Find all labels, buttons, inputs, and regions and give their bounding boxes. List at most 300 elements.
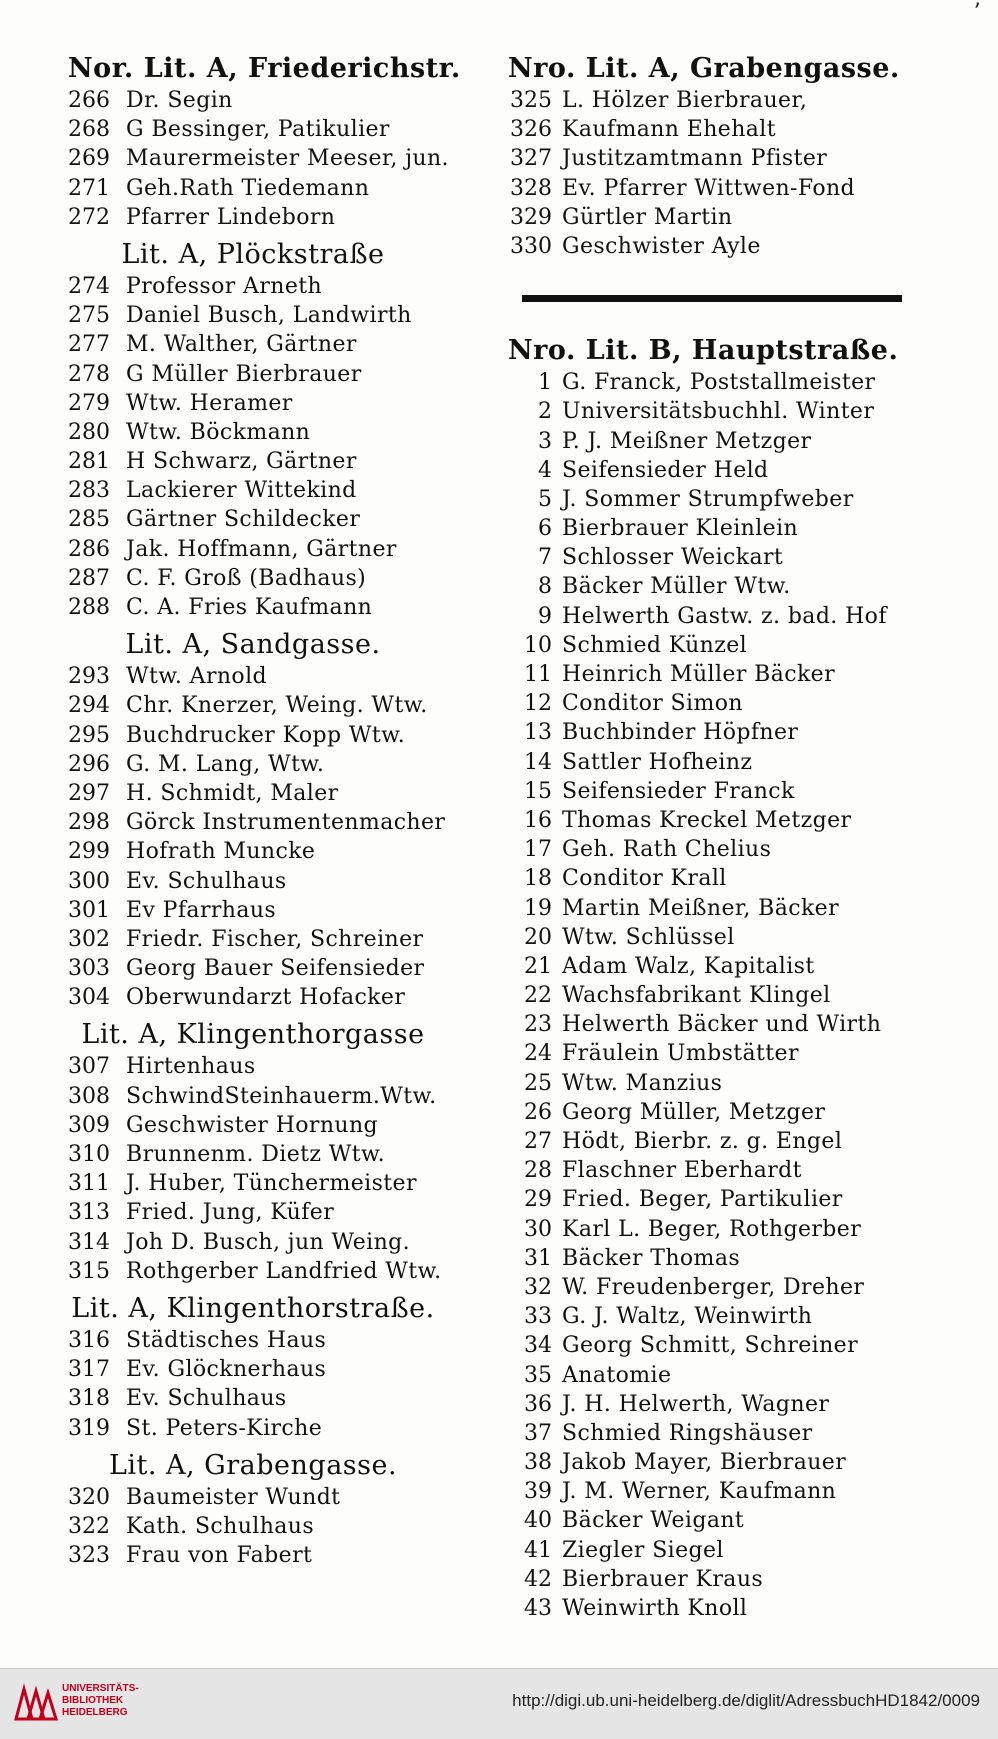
- left-column: [68, 48, 478, 1572]
- house-number: 320: [68, 1484, 110, 1510]
- directory-entry: [68, 1357, 478, 1386]
- house-number: 19: [524, 895, 552, 921]
- house-number: 296: [68, 751, 110, 777]
- house-number: 279: [68, 390, 110, 416]
- house-number: 283: [68, 478, 110, 504]
- directory-entry: [68, 391, 478, 420]
- permalink-url[interactable]: http://digi.ub.uni-heidelberg.de/diglit/AdressbuchHD1842/0009: [512, 1691, 980, 1710]
- directory-entry: [68, 839, 478, 868]
- directory-entry: [508, 205, 903, 234]
- house-number: 287: [68, 565, 110, 591]
- directory-entry: [68, 898, 478, 927]
- directory-entry: [508, 1304, 903, 1333]
- directory-entry: [508, 1363, 903, 1392]
- resident-name: Georg Müller, Metzger: [562, 1099, 826, 1125]
- street-heading: Nro. Lit. A, Grabengasse.: [508, 53, 900, 84]
- directory-entry: [508, 1538, 903, 1567]
- house-number: 31: [524, 1245, 552, 1271]
- resident-name: G Müller Bierbrauer: [126, 361, 362, 387]
- resident-name: Universitätsbuchhl. Winter: [562, 399, 875, 425]
- house-number: 314: [68, 1229, 110, 1255]
- resident-name: Conditor Simon: [562, 691, 743, 717]
- resident-name: Geh.Rath Tiedemann: [126, 175, 370, 201]
- directory-entry: [68, 956, 478, 985]
- resident-name: Hirtenhaus: [126, 1054, 256, 1080]
- street-subheading: Lit. A, Plöckstraße: [121, 238, 385, 270]
- resident-name: H Schwarz, Gärtner: [126, 449, 357, 475]
- resident-name: C. A. Fries Kaufmann: [126, 595, 373, 620]
- resident-name: Professor Arneth: [126, 273, 323, 299]
- directory-entry: [508, 837, 903, 866]
- resident-name: J. H. Helwerth, Wagner: [562, 1391, 830, 1417]
- section-divider-rule: [522, 295, 902, 302]
- directory-entry: [68, 332, 478, 361]
- directory-entry: [508, 1187, 903, 1216]
- resident-name: Fried. Beger, Partikulier: [562, 1187, 843, 1213]
- directory-entry: [508, 545, 903, 574]
- house-number: 30: [524, 1216, 552, 1242]
- directory-entry: [508, 370, 903, 399]
- resident-name: Gärtner Schildecker: [126, 507, 361, 533]
- resident-name: Frau von Fabert: [126, 1543, 313, 1569]
- resident-name: Jakob Mayer, Bierbrauer: [562, 1450, 847, 1476]
- resident-name: Jak. Hoffmann, Gärtner: [126, 536, 397, 562]
- directory-entry: [68, 869, 478, 898]
- house-number: 25: [524, 1070, 552, 1096]
- resident-name: Flaschner Eberhardt: [562, 1158, 802, 1184]
- street-subheading: Lit. A, Klingenthorgasse: [81, 1019, 425, 1051]
- resident-name: Görck Instrumentenmacher: [126, 810, 446, 836]
- directory-entry: [508, 516, 903, 545]
- resident-name: Oberwundarzt Hofacker: [126, 985, 406, 1011]
- house-number: 269: [68, 146, 110, 172]
- house-number: 299: [68, 839, 110, 865]
- resident-name: Martin Meißner, Bäcker: [562, 895, 840, 921]
- house-number: 301: [68, 897, 110, 923]
- resident-name: Daniel Busch, Landwirth: [126, 303, 412, 329]
- resident-name: Wtw. Manzius: [562, 1070, 723, 1096]
- resident-name: Kaufmann Ehehalt: [562, 117, 776, 143]
- house-number: 286: [68, 536, 110, 562]
- resident-name: Conditor Krall: [562, 866, 727, 892]
- resident-name: Wtw. Heramer: [126, 390, 293, 416]
- street-subheading: Lit. A, Klingenthorstraße.: [71, 1292, 435, 1324]
- resident-name: Helwerth Gastw. z. bad. Hof: [562, 603, 887, 629]
- house-number: 37: [524, 1420, 552, 1446]
- directory-entry: [68, 810, 478, 839]
- house-number: 32: [524, 1274, 552, 1300]
- house-number: 330: [510, 233, 552, 259]
- house-number: 327: [510, 146, 552, 172]
- resident-name: Bäcker Weigant: [562, 1508, 745, 1534]
- resident-name: Geschwister Hornung: [126, 1112, 379, 1138]
- directory-entry: [68, 507, 478, 536]
- directory-entry: [68, 478, 478, 507]
- resident-name: Ev. Pfarrer Wittwen-Fond: [562, 175, 856, 201]
- directory-entry: [68, 1054, 478, 1083]
- house-number: 280: [68, 419, 110, 445]
- house-number: 298: [68, 810, 110, 836]
- directory-entry: [508, 1246, 903, 1275]
- resident-name: Seifensieder Held: [562, 457, 769, 483]
- house-number: 297: [68, 780, 110, 806]
- directory-entry: [508, 574, 903, 603]
- resident-name: J. M. Werner, Kaufmann: [562, 1479, 837, 1505]
- directory-entry: [68, 1113, 478, 1142]
- resident-name: Sattler Hofheinz: [562, 749, 753, 775]
- directory-entry: [508, 146, 903, 175]
- directory-entry: [68, 205, 478, 234]
- resident-name: Pfarrer Lindeborn: [126, 204, 336, 230]
- resident-name: Brunnenm. Dietz Wtw.: [126, 1142, 386, 1167]
- house-number: 42: [524, 1566, 552, 1592]
- directory-entry: [68, 1084, 478, 1113]
- house-number: 304: [68, 985, 110, 1011]
- house-number: 21: [524, 953, 552, 979]
- resident-name: St. Peters-Kirche: [126, 1415, 323, 1441]
- resident-name: Hödt, Bierbr. z. g. Engel: [562, 1129, 843, 1154]
- house-number: 26: [524, 1099, 552, 1125]
- resident-name: Justitzamtmann Pfister: [562, 146, 828, 172]
- directory-entry: [508, 1450, 903, 1479]
- university-library-logo-icon[interactable]: [10, 1681, 58, 1727]
- resident-name: Baumeister Wundt: [126, 1484, 341, 1510]
- resident-name: Ev Pfarrhaus: [126, 897, 277, 923]
- house-number: 8: [538, 574, 552, 600]
- house-number: 303: [68, 956, 110, 982]
- house-number: 20: [524, 924, 552, 950]
- directory-entry: [68, 1416, 478, 1445]
- directory-entry: [68, 1200, 478, 1229]
- directory-entry: [508, 1217, 903, 1246]
- house-number: 274: [68, 273, 110, 299]
- resident-name: L. Hölzer Bierbrauer,: [562, 88, 808, 113]
- directory-entry: [508, 604, 903, 633]
- house-number: 39: [524, 1479, 552, 1505]
- resident-name: Hofrath Muncke: [126, 839, 316, 865]
- directory-entry: [68, 927, 478, 956]
- house-number: 11: [524, 662, 552, 687]
- resident-name: Geh. Rath Chelius: [562, 837, 772, 863]
- resident-name: Joh D. Busch, jun Weing.: [126, 1229, 411, 1255]
- resident-name: Thomas Kreckel Metzger: [562, 807, 852, 833]
- house-number: 24: [524, 1041, 552, 1067]
- directory-entry: [68, 985, 478, 1014]
- resident-name: Fried. Jung, Küfer: [126, 1200, 335, 1226]
- directory-entry: [508, 1041, 903, 1070]
- resident-name: Wtw. Schlüssel: [562, 924, 735, 950]
- resident-name: Rothgerber Landfried Wtw.: [126, 1258, 442, 1284]
- directory-entry: [508, 487, 903, 516]
- street-subheading: Lit. A, Sandgasse.: [125, 629, 381, 661]
- resident-name: Wtw. Arnold: [126, 664, 267, 690]
- house-number: 278: [68, 361, 110, 387]
- house-number: 12: [524, 691, 552, 717]
- library-logo-text: [62, 1683, 139, 1719]
- house-number: 325: [510, 88, 552, 113]
- resident-name: Schlosser Weickart: [562, 545, 784, 571]
- house-number: 9: [538, 603, 552, 629]
- house-number: 302: [68, 926, 110, 952]
- directory-entry: [508, 720, 903, 749]
- house-number: 13: [524, 720, 552, 746]
- resident-name: Seifensieder Franck: [562, 778, 795, 804]
- house-number: 307: [68, 1054, 110, 1080]
- resident-name: Städtisches Haus: [126, 1327, 327, 1353]
- house-number: 6: [538, 516, 552, 542]
- resident-name: Adam Walz, Kapitalist: [562, 953, 815, 979]
- house-number: 14: [524, 749, 552, 775]
- house-number: 315: [68, 1258, 110, 1284]
- house-number: 272: [68, 204, 110, 230]
- directory-entry: [68, 693, 478, 722]
- directory-entry: [68, 566, 478, 595]
- directory-entry: [68, 1142, 478, 1171]
- house-number: 22: [524, 983, 552, 1009]
- house-number: 33: [524, 1304, 552, 1330]
- directory-entry: [68, 723, 478, 752]
- resident-name: Chr. Knerzer, Weing. Wtw.: [126, 693, 428, 719]
- house-number: 36: [524, 1391, 552, 1417]
- house-number: 34: [524, 1333, 552, 1359]
- directory-entry: [508, 1012, 903, 1041]
- resident-name: Ev. Glöcknerhaus: [126, 1357, 327, 1383]
- resident-name: Schmied Ringshäuser: [562, 1420, 813, 1446]
- resident-name: P. J. Meißner Metzger: [562, 428, 812, 454]
- viewer-footer-bar: [0, 1668, 998, 1739]
- resident-name: Wtw. Böckmann: [126, 419, 311, 445]
- resident-name: Geschwister Ayle: [562, 233, 761, 259]
- house-number: 275: [68, 303, 110, 329]
- directory-entry: [508, 1596, 903, 1625]
- house-number: 23: [524, 1012, 552, 1038]
- directory-entry: [68, 1386, 478, 1415]
- street-heading: Nro. Lit. B, Hauptstraße.: [508, 335, 899, 367]
- house-number: 295: [68, 722, 110, 748]
- house-number: 3: [538, 428, 552, 454]
- right-column: [508, 48, 903, 1625]
- directory-entry: [508, 750, 903, 779]
- resident-name: Karl L. Beger, Rothgerber: [562, 1216, 862, 1242]
- house-number: 323: [68, 1543, 110, 1569]
- corner-mark: ʼ: [973, 0, 980, 25]
- directory-entry: [68, 781, 478, 810]
- directory-entry: [508, 1100, 903, 1129]
- resident-name: Ev. Schulhaus: [126, 1386, 287, 1412]
- directory-entry: [68, 88, 478, 117]
- house-number: 268: [68, 117, 110, 143]
- directory-entry: [68, 303, 478, 332]
- directory-entry: [508, 633, 903, 662]
- house-number: 317: [68, 1357, 110, 1383]
- right-column-top-section: [508, 50, 903, 263]
- directory-entry: [508, 1333, 903, 1362]
- house-number: 329: [510, 204, 552, 230]
- house-number: 285: [68, 507, 110, 533]
- directory-entry: [508, 808, 903, 837]
- resident-name: Gürtler Martin: [562, 204, 733, 230]
- resident-name: SchwindSteinhauerm.Wtw.: [126, 1083, 437, 1109]
- directory-entry: [508, 88, 903, 117]
- directory-entry: [68, 1259, 478, 1288]
- resident-name: Bierbrauer Kleinlein: [562, 516, 799, 542]
- house-number: 27: [524, 1129, 552, 1154]
- directory-entry: [508, 954, 903, 983]
- house-number: 35: [524, 1362, 552, 1388]
- resident-name: Helwerth Bäcker und Wirth: [562, 1012, 882, 1038]
- directory-entry: [68, 595, 478, 624]
- house-number: 5: [538, 486, 552, 512]
- resident-name: Wachsfabrikant Klingel: [562, 983, 831, 1009]
- directory-entry: [68, 1230, 478, 1259]
- house-number: 313: [68, 1200, 110, 1226]
- directory-entry: [68, 664, 478, 693]
- house-number: 15: [524, 778, 552, 804]
- resident-name: Weinwirth Knoll: [562, 1596, 748, 1621]
- resident-name: Schmied Künzel: [562, 632, 748, 658]
- house-number: 293: [68, 664, 110, 690]
- directory-entry: [508, 662, 903, 691]
- directory-entry: [68, 449, 478, 478]
- directory-entry: [508, 896, 903, 925]
- directory-entry: [508, 176, 903, 205]
- house-number: 18: [524, 866, 552, 892]
- street-heading: Nor. Lit. A, Friederichstr.: [68, 53, 461, 84]
- house-number: 28: [524, 1158, 552, 1184]
- resident-name: Dr. Segin: [126, 88, 233, 113]
- directory-entry: [508, 1567, 903, 1596]
- resident-name: W. Freudenberger, Dreher: [562, 1274, 865, 1300]
- directory-entry: [508, 1071, 903, 1100]
- resident-name: Heinrich Müller Bäcker: [562, 662, 836, 687]
- resident-name: G. Franck, Poststallmeister: [562, 370, 876, 396]
- right-column-bottom-section: [508, 332, 903, 1625]
- house-number: 41: [524, 1537, 552, 1563]
- directory-entry: [508, 779, 903, 808]
- directory-entry: [508, 983, 903, 1012]
- directory-entry: [68, 537, 478, 566]
- house-number: 294: [68, 693, 110, 719]
- directory-entry: [508, 1275, 903, 1304]
- house-number: 266: [68, 88, 110, 113]
- resident-name: J. Huber, Tünchermeister: [126, 1171, 417, 1197]
- street-subheading: Lit. A, Grabengasse.: [108, 1449, 398, 1481]
- directory-entry: [68, 274, 478, 303]
- resident-name: M. Walther, Gärtner: [126, 332, 357, 358]
- resident-name: Anatomie: [562, 1362, 672, 1388]
- logo-text-line: UNIVERSITÄTS-: [62, 1683, 139, 1694]
- directory-entry: [68, 117, 478, 146]
- house-number: 300: [68, 868, 110, 894]
- house-number: 316: [68, 1327, 110, 1353]
- directory-entry: [508, 399, 903, 428]
- resident-name: Georg Schmitt, Schreiner: [562, 1333, 858, 1359]
- directory-entry: [68, 420, 478, 449]
- resident-name: Bierbrauer Kraus: [562, 1566, 764, 1592]
- resident-name: Ev. Schulhaus: [126, 868, 287, 894]
- directory-entry: [68, 1514, 478, 1543]
- directory-entry: [508, 234, 903, 263]
- directory-entry: [508, 866, 903, 895]
- resident-name: Maurermeister Meeser, jun.: [126, 146, 449, 172]
- resident-name: Friedr. Fischer, Schreiner: [126, 926, 424, 952]
- house-number: 40: [524, 1508, 552, 1534]
- logo-text-line: BIBLIOTHEK: [62, 1695, 124, 1706]
- house-number: 38: [524, 1450, 552, 1476]
- resident-name: H. Schmidt, Maler: [126, 780, 339, 806]
- directory-entry: [68, 1171, 478, 1200]
- house-number: 271: [68, 175, 110, 201]
- directory-entry: [508, 1129, 903, 1158]
- resident-name: Fräulein Umbstätter: [562, 1041, 799, 1067]
- logo-text-line: HEIDELBERG: [62, 1707, 128, 1718]
- directory-entry: [68, 1485, 478, 1514]
- directory-entry: [508, 1421, 903, 1450]
- resident-name: Georg Bauer Seifensieder: [126, 956, 425, 982]
- house-number: 7: [538, 545, 552, 571]
- resident-name: C. F. Groß (Badhaus): [126, 565, 367, 591]
- resident-name: G. J. Waltz, Weinwirth: [562, 1304, 813, 1330]
- house-number: 277: [68, 332, 110, 358]
- directory-entry: [508, 1508, 903, 1537]
- directory-entry: [508, 458, 903, 487]
- directory-entry: [508, 1479, 903, 1508]
- resident-name: Lackierer Wittekind: [126, 478, 357, 504]
- house-number: 326: [510, 117, 552, 143]
- house-number: 328: [510, 175, 552, 201]
- house-number: 309: [68, 1112, 110, 1138]
- house-number: 10: [524, 632, 552, 658]
- house-number: 319: [68, 1415, 110, 1441]
- directory-entry: [68, 752, 478, 781]
- directory-entry: [68, 1328, 478, 1357]
- house-number: 16: [524, 807, 552, 833]
- house-number: 29: [524, 1187, 552, 1213]
- resident-name: Bäcker Thomas: [562, 1245, 741, 1271]
- house-number: 288: [68, 595, 110, 620]
- directory-entry: [508, 1392, 903, 1421]
- resident-name: Ziegler Siegel: [562, 1537, 724, 1563]
- directory-entry: [508, 691, 903, 720]
- house-number: 2: [538, 399, 552, 425]
- directory-entry: [68, 362, 478, 391]
- directory-entry: [508, 117, 903, 146]
- directory-entry: [68, 176, 478, 205]
- house-number: 308: [68, 1083, 110, 1109]
- house-number: 17: [524, 837, 552, 863]
- house-number: 4: [538, 457, 552, 483]
- directory-entry: [68, 146, 478, 175]
- resident-name: Buchdrucker Kopp Wtw.: [126, 722, 406, 748]
- house-number: 311: [68, 1171, 110, 1197]
- resident-name: Bäcker Müller Wtw.: [562, 574, 791, 600]
- resident-name: G Bessinger, Patikulier: [126, 117, 390, 143]
- resident-name: Buchbinder Höpfner: [562, 720, 799, 746]
- resident-name: Kath. Schulhaus: [126, 1513, 315, 1539]
- resident-name: G. M. Lang, Wtw.: [126, 751, 325, 777]
- directory-entry: [508, 1158, 903, 1187]
- directory-entry: [508, 429, 903, 458]
- directory-entry: [508, 925, 903, 954]
- directory-entry: [68, 1543, 478, 1572]
- house-number: 43: [524, 1596, 552, 1621]
- house-number: 318: [68, 1386, 110, 1412]
- house-number: 281: [68, 449, 110, 475]
- house-number: 1: [538, 370, 552, 396]
- resident-name: J. Sommer Strumpfweber: [562, 486, 854, 512]
- house-number: 322: [68, 1513, 110, 1539]
- house-number: 310: [68, 1142, 110, 1167]
